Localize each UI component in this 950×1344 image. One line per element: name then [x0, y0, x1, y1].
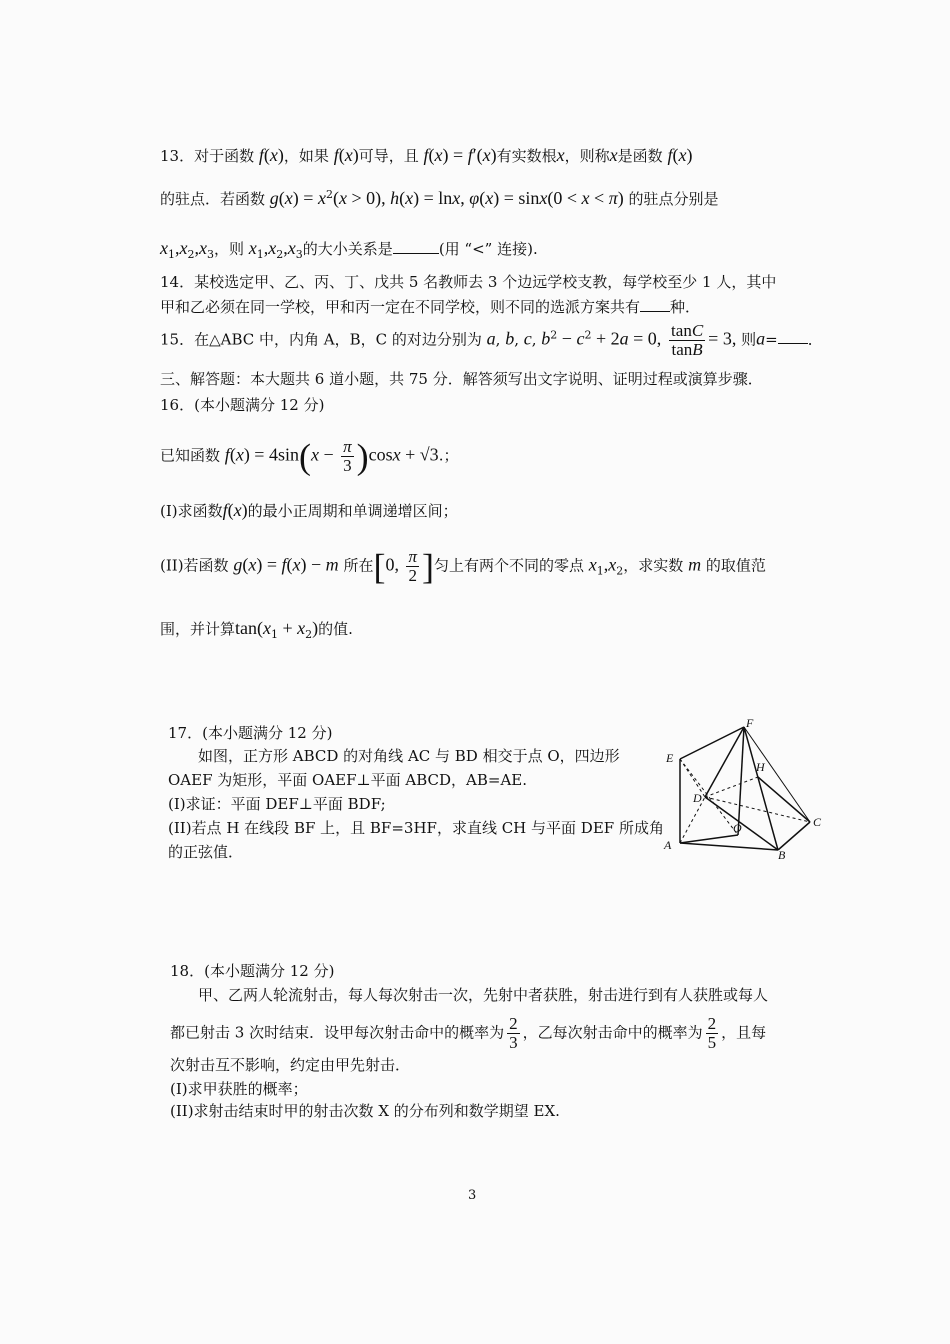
seg-AO — [680, 835, 738, 843]
label-O: O — [733, 821, 742, 835]
label-D: D — [693, 791, 702, 805]
q16-title: 16．(本小题满分 12 分) — [160, 396, 325, 414]
q18-title: 18．(本小题满分 12 分) — [170, 962, 335, 980]
q17-part1: (I)求证：平面 DEF⊥平面 BDF; — [168, 795, 386, 813]
q13-line2: 的驻点．若函数 $g(x) = x^2(x > 0)$, h(x) = lnx, φ(x) = sinx(0 < x < π) 的驻点分别是 — [160, 188, 719, 208]
page-number: 3 — [468, 1188, 477, 1203]
label-A: A — [664, 838, 672, 852]
edge-AB — [680, 843, 778, 850]
q14-line2: 甲和乙必须在同一学校，甲和丙一定在不同学校，则不同的选派方案共有 种． — [160, 298, 701, 316]
label-B: B — [778, 848, 786, 860]
q16-part1: (I)求函数f(x)的最小正周期和单调递增区间； — [160, 500, 458, 520]
edge-BC — [778, 822, 810, 850]
tan-ratio-fraction: $\frac{\tan C}{\tan B}$ — [671, 321, 704, 359]
q16-given: 已知函数 f(x) = 4sin(x − $\frac{\pi}{3}$ )cosx + √3.； — [160, 436, 459, 477]
label-H: H — [756, 760, 765, 774]
q18-part1: (I)求甲获胜的概率； — [170, 1080, 308, 1098]
q16-part2: (II)若函数 g(x) = f(x) − m 所在[0, $\frac{\pi}{2}$ ]匀上有两个不同的零点 $x_1,x_2$，求实数 m 的取值范 — [160, 546, 766, 587]
q14-line1: 14．某校选定甲、乙、丙、丁、戊共 5 名教师去 3 个边远学校支教，每学校至少 1 人，其中 — [160, 273, 777, 291]
q13-line3: $x_1,x_2,x_3$，则 $x_1,x_2,x_3$的大小关系是 (用 “<” 连接). — [160, 238, 538, 261]
q17-part2: (II)若点 H 在线段 BF 上，且 BF=3HF，求直线 CH 与平面 DEF 所成角 — [168, 819, 664, 837]
q13-line1: 13．对于函数 f(x)，如果 f(x)可导，且 f(x) = f′(x)有实数根x，则称x是函数 f(x) — [160, 145, 693, 165]
q17-line2: OAEF 为矩形，平面 OAEF⊥平面 ABCD，AB=AE. — [168, 771, 527, 789]
q17-title: 17．(本小题满分 12 分) — [168, 724, 333, 742]
q18-part2: (II)求射击结束时甲的射击次数 X 的分布列和数学期望 EX. — [170, 1102, 560, 1120]
pyramid-figure — [660, 715, 830, 860]
edge-FB — [744, 727, 778, 850]
dash-EO — [680, 759, 738, 835]
q17-line1: 如图，正方形 ABCD 的对角线 AC 与 BD 相交于点 O，四边形 — [198, 747, 620, 765]
q18-line1: 甲、乙两人轮流射击，每人每次射击一次，先射中者获胜，射击进行到有人获胜或每人 — [198, 986, 769, 1004]
label-C: C — [813, 815, 822, 829]
q17-part2-cont: 的正弦值． — [168, 843, 244, 861]
label-E: E — [666, 751, 674, 765]
q18-line3: 次射击互不影响，约定由甲先射击． — [170, 1056, 411, 1074]
dash-DH — [705, 777, 758, 797]
section-3-heading: 三、解答题：本大题共 6 道小题，共 75 分．解答须写出文字说明、证明过程或演算步骤． — [160, 370, 763, 388]
edge-FO — [738, 727, 744, 835]
dash-DC — [705, 797, 810, 822]
q15-line: 15．在△ABC 中，内角 A，B，C 的对边分别为 a, b, c, $b^2 - c^2 + 2a = 0$, $\frac{\tan C}{\tan B}$ = 3, 则a= ． — [160, 321, 823, 359]
q18-line2: 都已射击 3 次时结束．设甲每次射击命中的概率为 $\frac{2}{3}$ ，乙每次射击命中的概率为 $\frac{2}{5}$ ，且每 — [170, 1014, 767, 1052]
label-F: F — [746, 716, 754, 730]
edge-FC-faint — [744, 727, 810, 822]
q16-part3: 围，并计算$\tan(x_1 + x_2)$的值. — [160, 618, 353, 641]
